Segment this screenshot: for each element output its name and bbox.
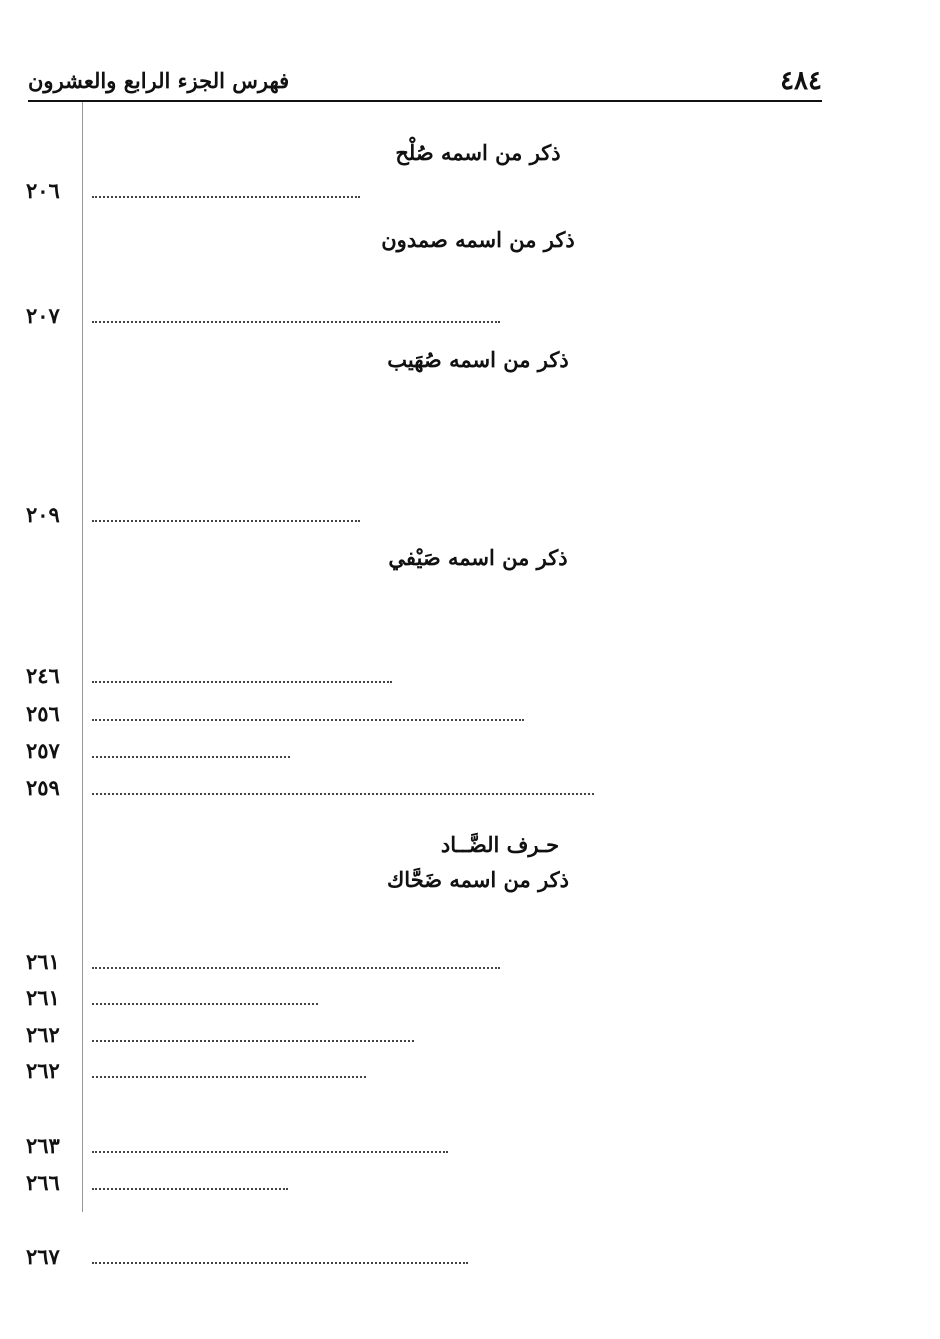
page-number: ٤٨٤ xyxy=(780,66,822,96)
entry-page: ٢٥٦ xyxy=(26,701,60,726)
entry-page: ٢٤٦ xyxy=(26,663,60,688)
leader-dots xyxy=(92,1188,288,1190)
section-heading: ذكر من اسمه صمدون xyxy=(381,227,575,252)
entry-page: ٢٥٩ xyxy=(26,775,60,800)
entry-page: ٢٠٧ xyxy=(26,303,60,328)
leader-dots xyxy=(92,321,500,323)
page-header xyxy=(28,60,822,102)
entry-page: ٢٦١ xyxy=(26,985,60,1010)
entry-page: ٢٦٣ xyxy=(26,1133,60,1158)
leader-dots xyxy=(92,520,360,522)
entry-page: ٢٦٦ xyxy=(26,1170,60,1195)
running-title: فهرس الجزء الرابع والعشرون xyxy=(28,68,290,93)
leader-dots xyxy=(92,1151,448,1153)
entry-page: ٢٦٢ xyxy=(26,1058,60,1083)
leader-dots xyxy=(92,196,360,198)
entry-page: ٢٠٩ xyxy=(26,502,60,527)
entry-page: ٢٠٦ xyxy=(26,178,60,203)
leader-dots xyxy=(92,1003,318,1005)
leader-dots xyxy=(92,719,524,721)
leader-dots xyxy=(92,1262,468,1264)
section-heading: ذكر من اسمه صُلْح xyxy=(395,140,561,165)
entry-page: ٢٥٧ xyxy=(26,738,60,763)
entry-page: ٢٦٧ xyxy=(26,1244,60,1269)
leader-dots xyxy=(92,793,594,795)
section-heading: ذكر من اسمه صُهَيب xyxy=(387,347,569,372)
entry-page: ٢٦١ xyxy=(26,949,60,974)
leader-dots xyxy=(92,1040,414,1042)
leader-dots xyxy=(92,681,392,683)
letter-heading: حـرف الضَّــاد xyxy=(440,832,560,857)
leader-dots xyxy=(92,967,500,969)
leader-dots xyxy=(92,756,290,758)
leader-dots xyxy=(92,1076,366,1078)
section-heading: ذكر من اسمه ضَحَّاك xyxy=(386,867,570,892)
section-heading: ذكر من اسمه صَيْفي xyxy=(388,545,568,570)
entry-page: ٢٦٢ xyxy=(26,1022,60,1047)
